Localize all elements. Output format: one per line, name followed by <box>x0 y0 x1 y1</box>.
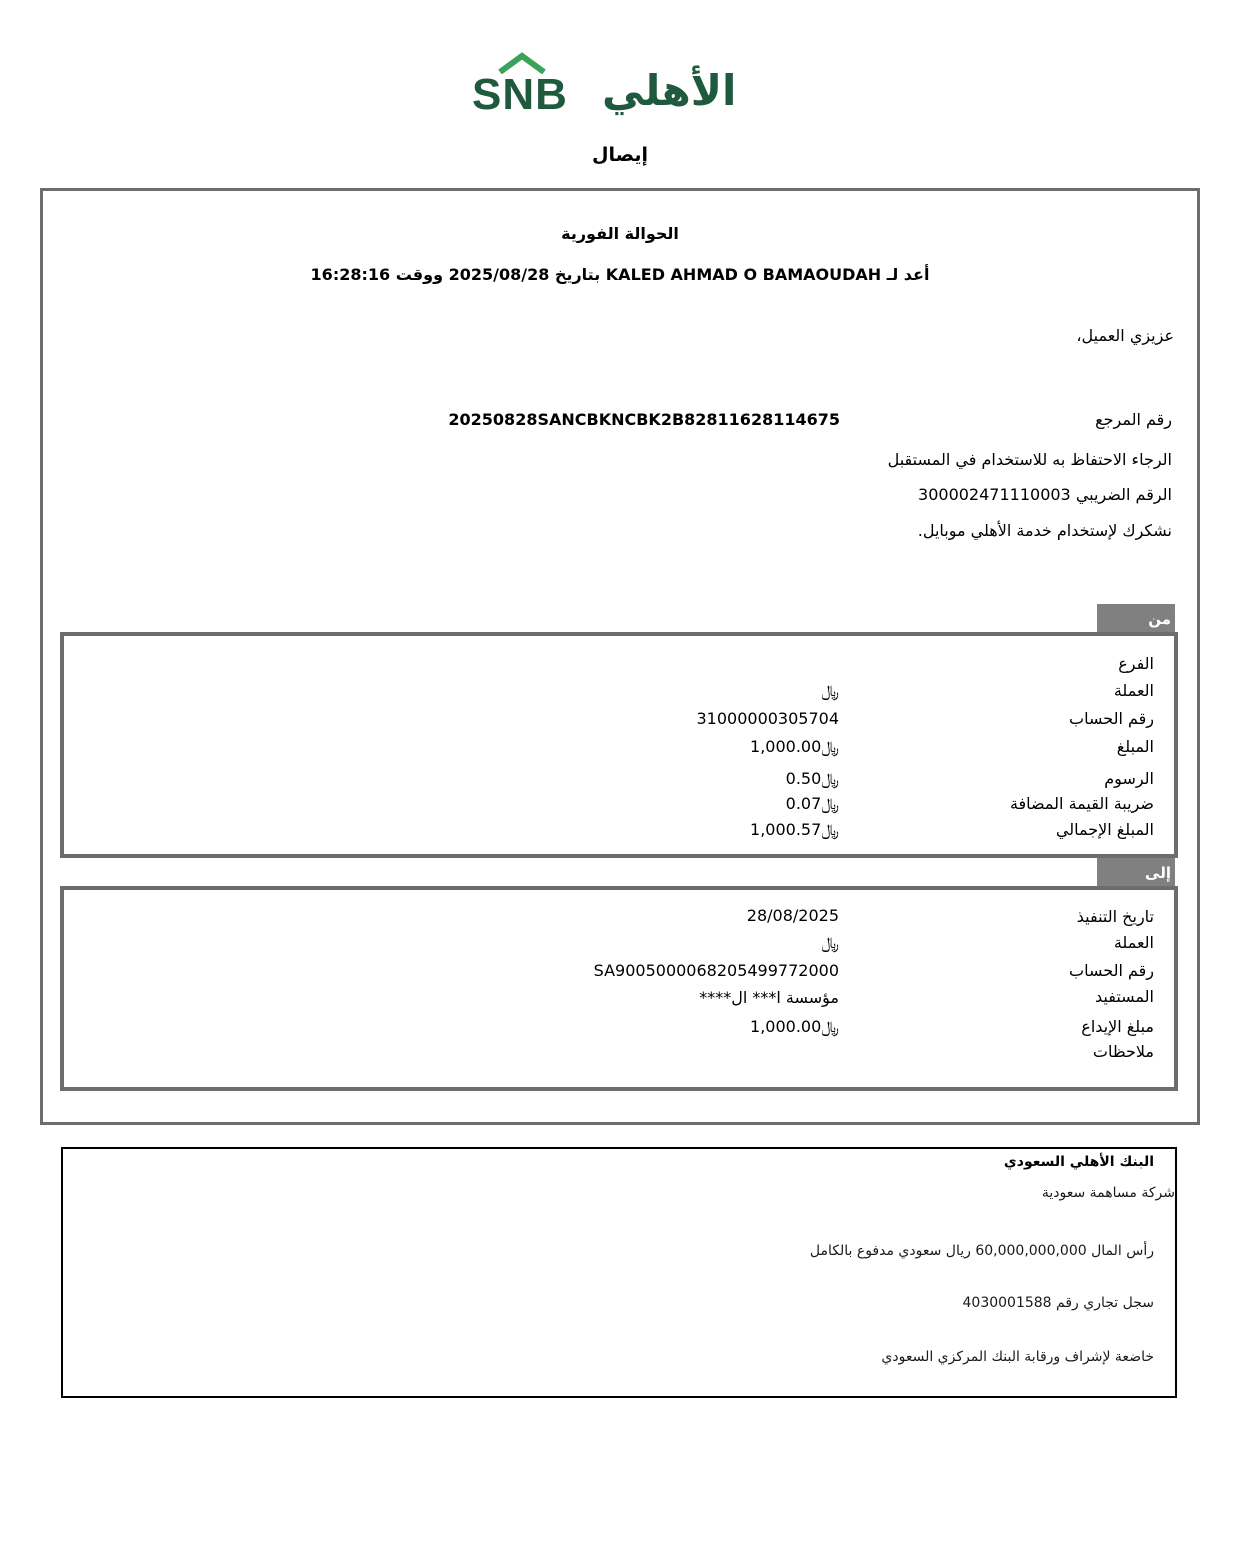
from-account-label: رقم الحساب <box>1069 709 1154 728</box>
to-account-value: SA9005000068205499772000 <box>593 961 839 980</box>
transfer-title: الحوالة الفورية <box>561 224 679 243</box>
from-fees-value: ﷼0.50 <box>785 769 839 788</box>
to-account-label: رقم الحساب <box>1069 961 1154 980</box>
logo-arabic-text: الأهلي <box>602 66 737 115</box>
from-total-value: ﷼1,000.57 <box>750 820 839 839</box>
to-date-label: تاريخ التنفيذ <box>1076 907 1154 926</box>
from-account-value: 31000000305704 <box>696 709 839 728</box>
to-tab-label: إلى <box>1145 864 1171 882</box>
to-section-tab <box>1097 858 1175 887</box>
thanks-message: نشكرك لإستخدام خدمة الأهلي موبايل. <box>917 521 1172 540</box>
footer-bank-name: البنك الأهلي السعودي <box>1003 1154 1154 1170</box>
to-section-box <box>60 886 1178 1091</box>
from-section-tab <box>1097 604 1175 633</box>
to-notes-label: ملاحظات <box>1092 1042 1154 1061</box>
from-vat-value: ﷼0.07 <box>785 794 839 813</box>
from-vat-label: ضريبة القيمة المضافة <box>1009 794 1154 813</box>
from-amount-value: ﷼1,000.00 <box>750 737 839 756</box>
from-fees-label: الرسوم <box>1104 769 1154 788</box>
to-deposit-value: ﷼1,000.00 <box>750 1017 839 1036</box>
greeting: عزيزي العميل، <box>1076 326 1174 345</box>
snb-logo <box>460 50 760 130</box>
tax-number: الرقم الضريبي 300002471110003 <box>918 485 1172 504</box>
to-date-value: 28/08/2025 <box>746 906 839 925</box>
footer-capital: رأس المال 60,000,000,000 ريال سعودي مدفوع بالكامل <box>809 1243 1154 1259</box>
reference-label: رقم المرجع <box>1095 410 1172 429</box>
to-currency-label: العملة <box>1113 933 1154 952</box>
to-beneficiary-value: مؤسسة ا*** ال**** <box>699 988 839 1007</box>
from-total-label: المبلغ الإجمالي <box>1055 820 1154 839</box>
from-section-box <box>60 632 1178 858</box>
footer-supervision: خاضعة لإشراف ورقابة البنك المركزي السعودي <box>881 1349 1154 1365</box>
receipt-title: إيصال <box>592 144 648 166</box>
from-currency-label: العملة <box>1113 681 1154 700</box>
from-currency-value: ﷼ <box>821 681 839 700</box>
prepared-line: أعد لـ KALED AHMAD O BAMAOUDAH بتاريخ 2025/08/28 ووقت 16:28:16 <box>310 265 930 284</box>
to-currency-value: ﷼ <box>821 933 839 952</box>
from-tab-label: من <box>1148 610 1171 628</box>
footer-company-type: شركة مساهمة سعودية <box>1041 1185 1175 1201</box>
to-deposit-label: مبلغ الإيداع <box>1081 1017 1154 1036</box>
to-beneficiary-label: المستفيد <box>1095 987 1154 1006</box>
keep-note: الرجاء الاحتفاظ به للاستخدام في المستقبل <box>887 450 1172 469</box>
from-amount-label: المبلغ <box>1116 737 1154 756</box>
footer-commercial-register: سجل تجاري رقم 4030001588 <box>962 1295 1154 1311</box>
from-branch-label: الفرع <box>1118 654 1154 673</box>
reference-value: 20250828SANCBKNCBK2B82811628114675 <box>448 410 840 429</box>
logo-latin-text: SNB <box>472 70 568 119</box>
